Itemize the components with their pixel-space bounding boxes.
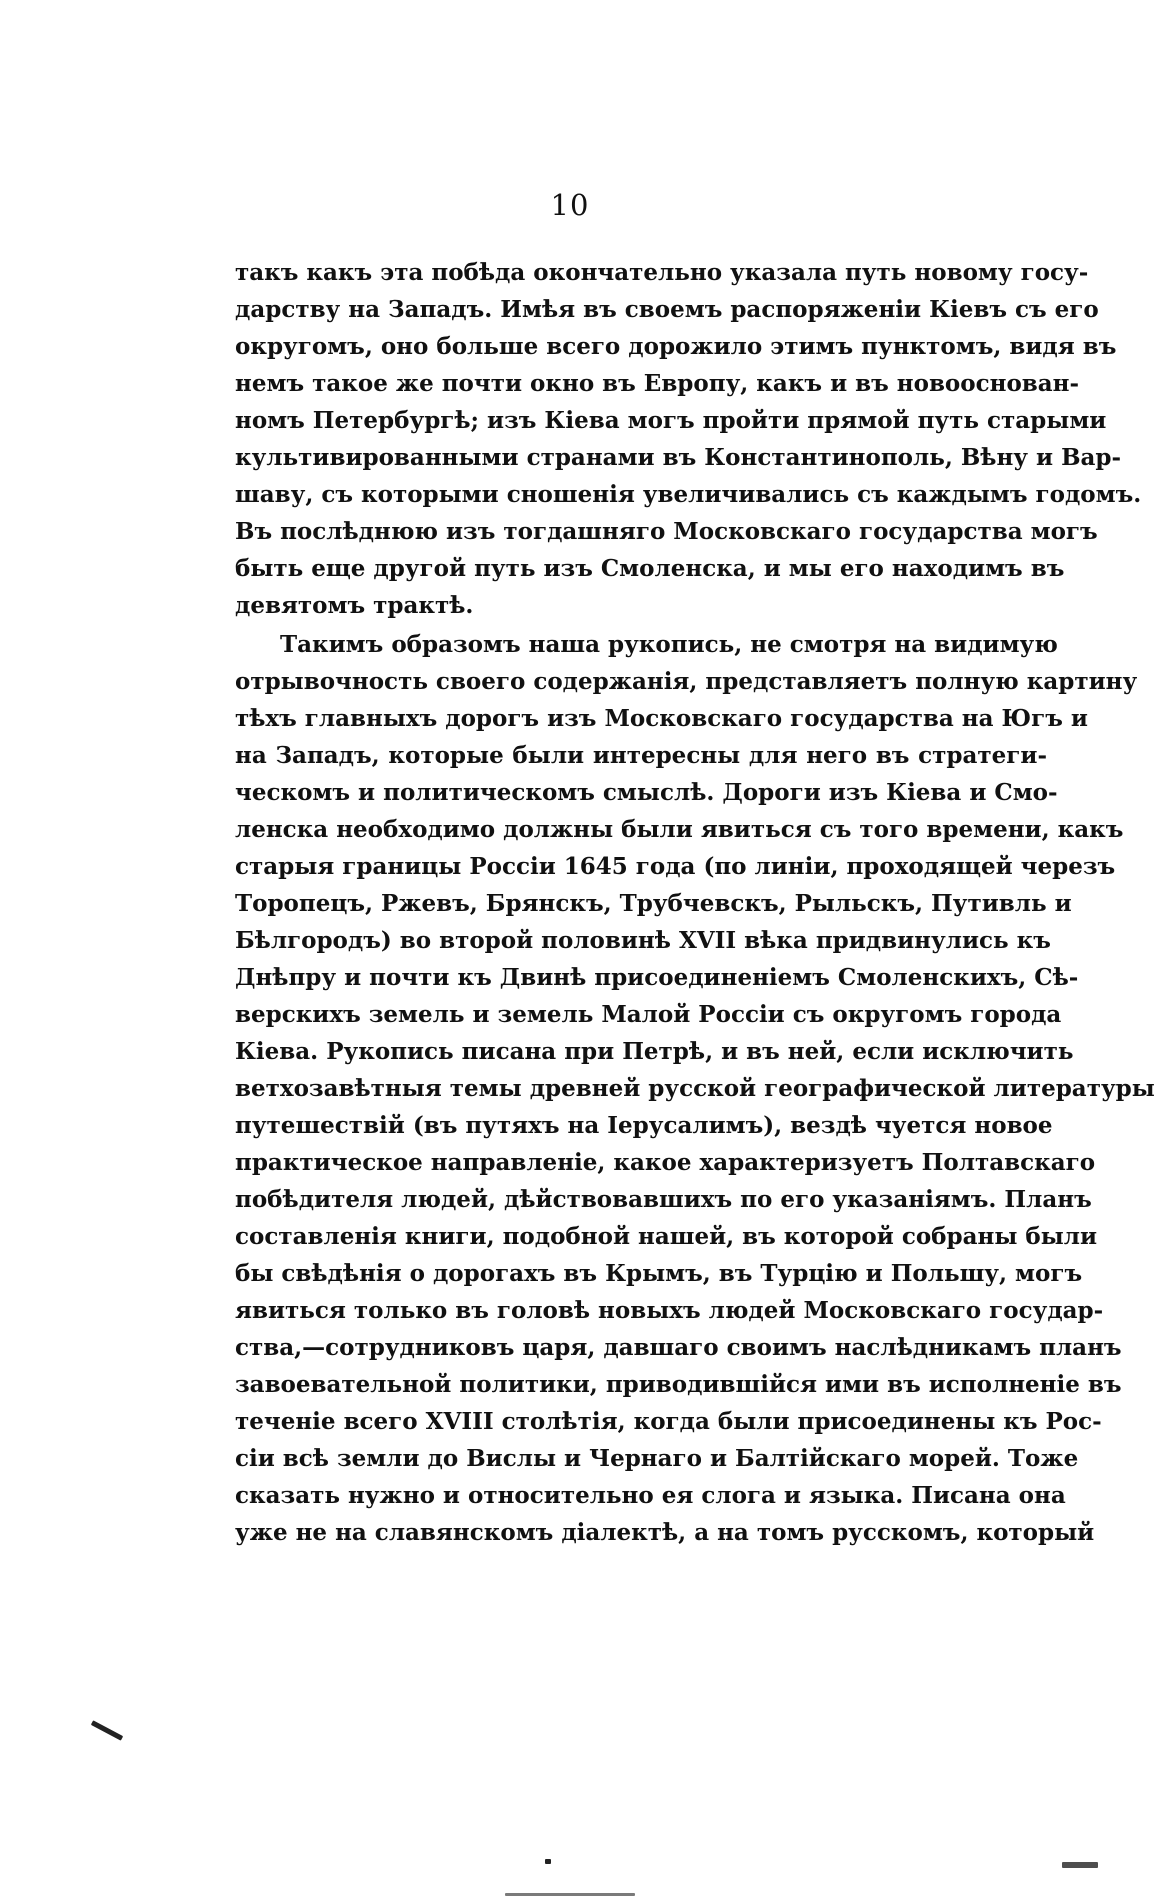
text-line: сказать нужно и относительно ея слога и языка. Писана она (235, 1482, 1066, 1509)
text-line: ства,—сотрудниковъ царя, давшаго своимъ наслѣдникамъ планъ (235, 1334, 1122, 1361)
text-line: путешествій (въ путяхъ на Іерусалимъ), вездѣ чуется новое (235, 1112, 1053, 1139)
text-line: на Западъ, которые были интересны для него въ стратеги- (235, 742, 1047, 769)
text-line: побѣдителя людей, дѣйствовавшихъ по его указаніямъ. Планъ (235, 1186, 1092, 1213)
text-line: практическое направленіе, какое характеризуетъ Полтавскаго (235, 1149, 1096, 1176)
scan-speck (91, 1720, 123, 1740)
text-line: культивированными странами въ Константинополь, Вѣну и Вар- (235, 444, 1122, 471)
text-line: дарству на Западъ. Имѣя въ своемъ распоряженіи Кіевъ съ его (235, 296, 1099, 323)
text-line: теченіе всего XVIII столѣтія, когда были присоединены къ Рос- (235, 1408, 1102, 1435)
scan-speck (1062, 1862, 1098, 1868)
text-line: номъ Петербургѣ; изъ Кіева могъ пройти прямой путь старыми (235, 407, 1107, 434)
text-line: старыя границы Россіи 1645 года (по линіи, проходящей черезъ (235, 853, 1116, 880)
text-line: округомъ, оно больше всего дорожило этимъ пунктомъ, видя въ (235, 333, 1117, 360)
text-line: девятомъ трактѣ. (235, 592, 474, 619)
text-line: ческомъ и политическомъ смыслѣ. Дороги изъ Кіева и Смо- (235, 779, 1058, 806)
text-line: такъ какъ эта побѣда окончательно указала путь новому госу- (235, 259, 1089, 286)
text-line: Такимъ образомъ наша рукопись, не смотря на видимую (280, 631, 1058, 658)
paragraph-1 (235, 254, 1142, 624)
text-line: сіи всѣ земли до Вислы и Чернаго и Балтійскаго морей. Тоже (235, 1445, 1079, 1472)
text-line: тѣхъ главныхъ дорогъ изъ Московскаго государства на Югъ и (235, 705, 1088, 732)
text-line: Торопецъ, Ржевъ, Брянскъ, Трубчевскъ, Рыльскъ, Путивль и (235, 890, 1072, 917)
text-line: уже не на славянскомъ діалектѣ, а на томъ русскомъ, который (235, 1519, 1095, 1546)
text-line: Въ послѣднюю изъ тогдашняго Московскаго государства могъ (235, 518, 1098, 545)
text-line: составленія книги, подобной нашей, въ которой собраны были (235, 1223, 1098, 1250)
text-line: немъ такое же почти окно въ Европу, какъ и въ новооснован- (235, 370, 1080, 397)
text-line: быть еще другой путь изъ Смоленска, и мы его находимъ въ (235, 555, 1065, 582)
text-line: явиться только въ головѣ новыхъ людей Московскаго государ- (235, 1297, 1104, 1324)
page-number: 10 (550, 188, 590, 222)
text-line: Днѣпру и почти къ Двинѣ присоединеніемъ Смоленскихъ, Сѣ- (235, 964, 1079, 991)
scan-speck (505, 1893, 635, 1896)
text-line: Кіева. Рукопись писана при Петрѣ, и въ ней, если исключить (235, 1038, 1074, 1065)
paragraph-2 (235, 626, 1155, 1551)
text-line: шаву, съ которыми сношенія увеличивались съ каждымъ годомъ. (235, 481, 1142, 508)
text-line: завоевательной политики, приводившійся ими въ исполненіе въ (235, 1371, 1122, 1398)
scan-speck (545, 1859, 551, 1864)
text-line: отрывочность своего содержанія, представляетъ полную картину (235, 668, 1138, 695)
text-line: ленска необходимо должны были явиться съ того времени, какъ (235, 816, 1124, 843)
text-line: ветхозавѣтныя темы древней русской географической литературы (235, 1075, 1155, 1102)
text-line: верскихъ земель и земель Малой Россіи съ округомъ города (235, 1001, 1062, 1028)
text-line: Бѣлгородъ) во второй половинѣ XVII вѣка придвинулись къ (235, 927, 1051, 954)
text-line: бы свѣдѣнія о дорогахъ въ Крымъ, въ Турцію и Польшу, могъ (235, 1260, 1083, 1287)
